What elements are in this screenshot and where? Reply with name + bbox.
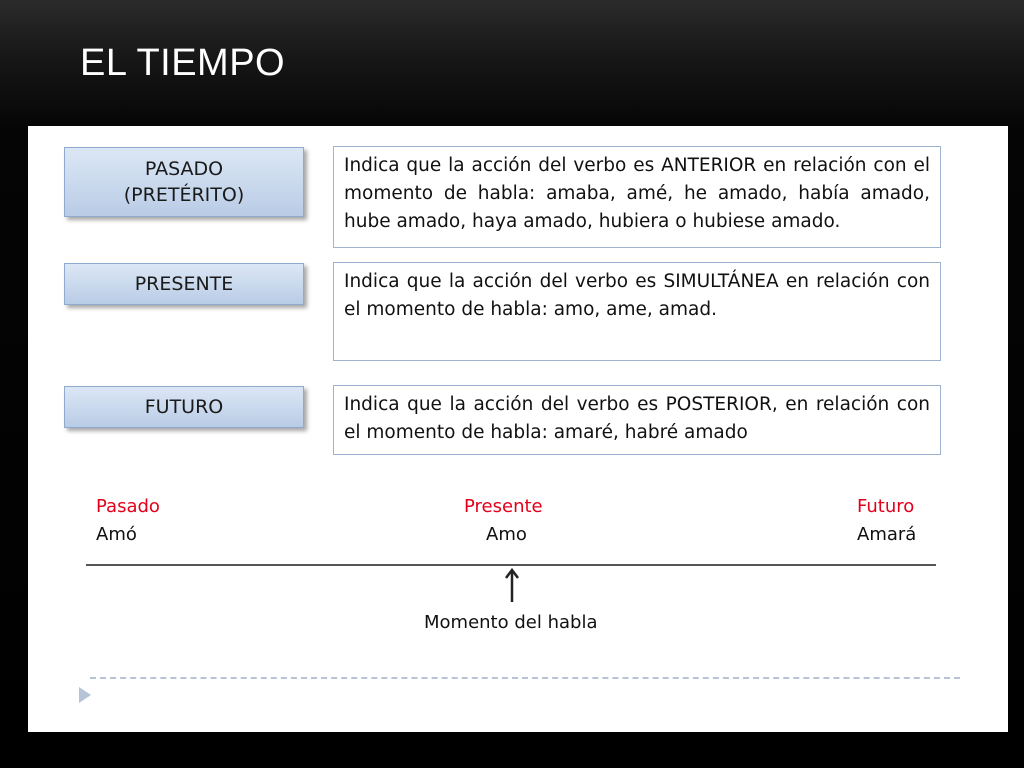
timeline-past-name: Pasado — [96, 496, 160, 517]
triangle-right-icon — [78, 686, 92, 704]
timeline-future-name: Futuro — [857, 496, 915, 517]
description-presente: Indica que la acción del verbo es SIMULTÁNEA en relación con el momento de habla: amo, ame, amad. — [333, 262, 941, 361]
timeline-present-name: Presente — [464, 496, 543, 517]
timeline-past-verb: Amó — [96, 524, 137, 545]
divider-dashed — [90, 677, 960, 679]
description-pasado: Indica que la acción del verbo es ANTERIOR en relación con el momento de habla: amaba, amé, he amado, había amado, hube amado, haya amado, hubiera o hubiese amado. — [333, 146, 941, 248]
label-pasado-line-1: PASADO — [144, 158, 224, 180]
label-futuro — [64, 386, 304, 428]
description-futuro: Indica que la acción del verbo es POSTERIOR, en relación con el momento de habla: amaré, habré amado — [333, 385, 941, 455]
label-pasado — [64, 147, 304, 217]
timeline-present-verb: Amo — [486, 524, 527, 545]
label-presente-line-1: PRESENTE — [134, 273, 234, 295]
up-arrow-icon — [505, 568, 519, 604]
label-presente — [64, 263, 304, 305]
label-futuro-line-1: FUTURO — [144, 396, 224, 418]
content-panel — [28, 126, 1008, 732]
slide-title: EL TIEMPO — [80, 42, 286, 84]
moment-label: Momento del habla — [424, 612, 598, 633]
timeline-future-verb: Amará — [857, 524, 917, 545]
label-pasado-line-2: (PRETÉRITO) — [123, 184, 245, 206]
timeline-axis — [86, 564, 936, 566]
